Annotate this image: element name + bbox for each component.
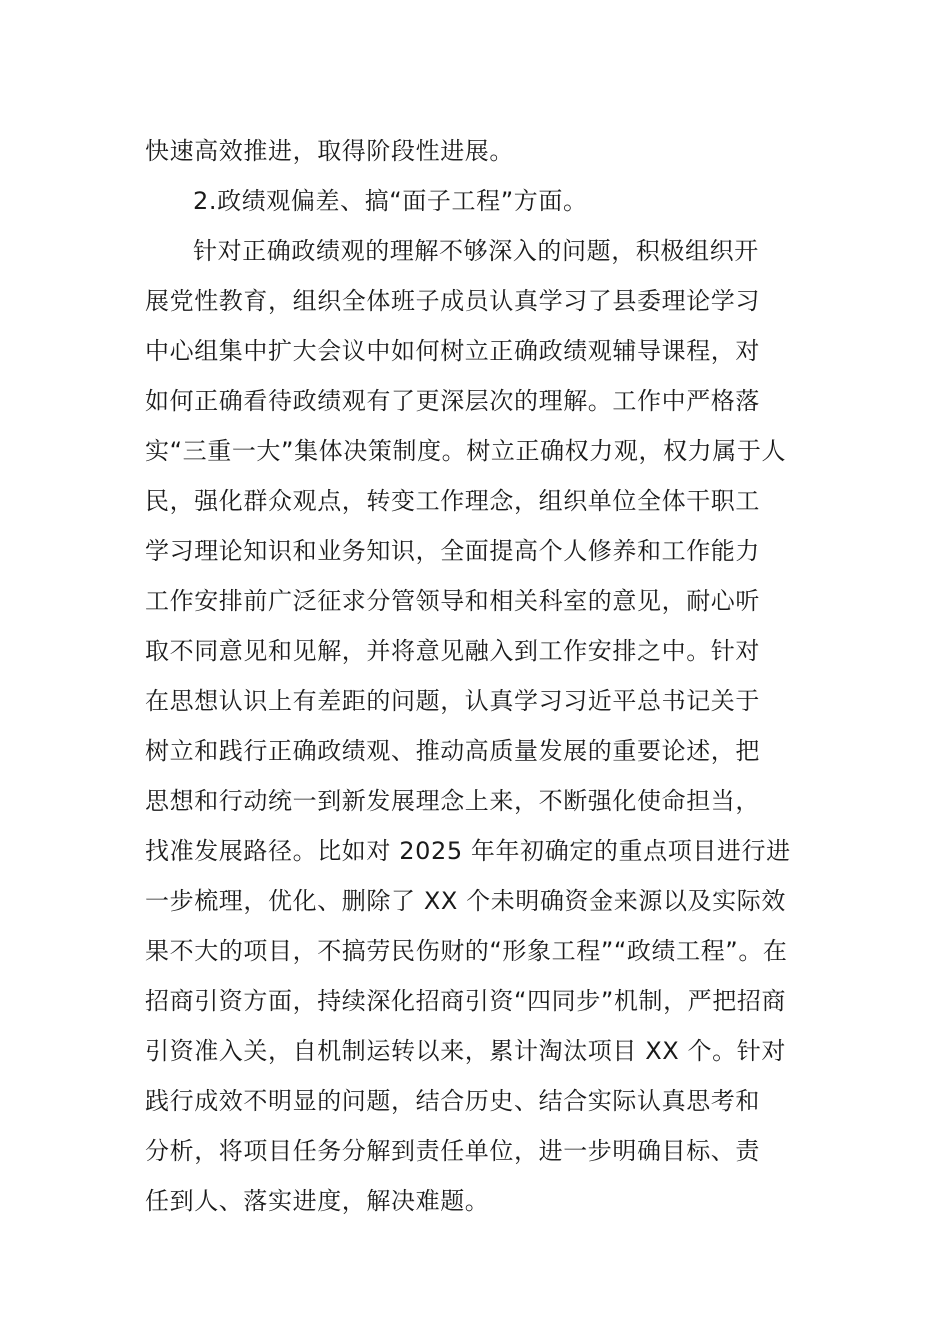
paragraph-line: 民，强化群众观点，转变工作理念，组织单位全体干职工 <box>145 487 760 515</box>
paragraph-first-line: 针对正确政绩观的理解不够深入的问题，积极组织开 <box>193 237 759 265</box>
paragraph-line: 取不同意见和见解，并将意见融入到工作安排之中。针对 <box>145 637 760 665</box>
paragraph-line: 果不大的项目，不搞劳民伤财的“形象工程”“政绩工程”。在 <box>145 937 788 965</box>
text-line-continuation: 快速高效推进，取得阶段性进展。 <box>145 137 514 165</box>
paragraph-line: 树立和践行正确政绩观、推动高质量发展的重要论述，把 <box>145 737 760 765</box>
paragraph-line: 践行成效不明显的问题，结合历史、结合实际认真思考和 <box>145 1087 760 1115</box>
paragraph-line: 如何正确看待政绩观有了更深层次的理解。工作中严格落 <box>145 387 760 415</box>
paragraph-line: 引资准入关，自机制运转以来，累计淘汰项目 XX 个。针对 <box>145 1037 786 1065</box>
paragraph-line: 找准发展路径。比如对 2025 年年初确定的重点项目进行进 <box>145 837 791 865</box>
paragraph-line: 中心组集中扩大会议中如何树立正确政绩观辅导课程，对 <box>145 337 760 365</box>
paragraph-line: 分析，将项目任务分解到责任单位，进一步明确目标、责 <box>145 1137 760 1165</box>
section-heading: 2.政绩观偏差、搞“面子工程”方面。 <box>193 187 588 215</box>
paragraph-line: 展党性教育，组织全体班子成员认真学习了县委理论学习 <box>145 287 760 315</box>
paragraph-last-line: 任到人、落实进度，解决难题。 <box>145 1187 490 1215</box>
paragraph-line: 在思想认识上有差距的问题，认真学习习近平总书记关于 <box>145 687 760 715</box>
paragraph-line: 学习理论知识和业务知识，全面提高个人修养和工作能力 <box>145 537 760 565</box>
paragraph-line: 思想和行动统一到新发展理念上来，不断强化使命担当， <box>145 787 760 815</box>
paragraph-line: 一步梳理，优化、删除了 XX 个未明确资金来源以及实际效 <box>145 887 786 915</box>
paragraph-line: 工作安排前广泛征求分管领导和相关科室的意见，耐心听 <box>145 587 760 615</box>
paragraph-line: 实“三重一大”集体决策制度。树立正确权力观，权力属于人 <box>145 437 787 465</box>
paragraph-line: 招商引资方面，持续深化招商引资“四同步”机制，严把招商 <box>145 987 787 1015</box>
